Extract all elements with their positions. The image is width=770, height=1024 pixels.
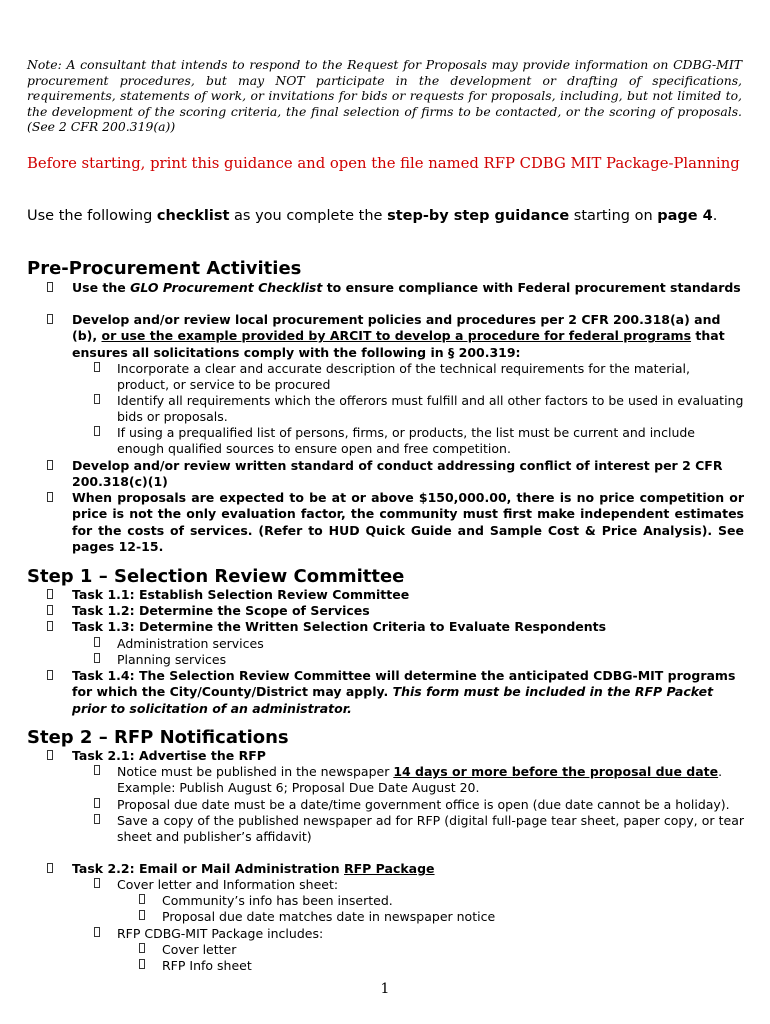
- service-administration: Administration services: [117, 636, 264, 651]
- arcit-procedure-link: or use the example provided by ARCIT to develop a procedure for federal programs: [101, 328, 692, 344]
- step2-heading: Step 2 – RFP Notifications: [27, 727, 289, 748]
- cover-letter-info: Cover letter and Information sheet:: [117, 877, 339, 892]
- checkbox-icon: [47, 861, 57, 873]
- advertise-save-copy: Save a copy of the published newspaper ad for RFP (digital full-page tear sheet, paper copy, or tear sheet and publisher’s affidavit): [117, 813, 744, 845]
- checkbox-icon: [94, 425, 104, 437]
- package-cover-letter: Cover letter: [162, 942, 237, 957]
- checkbox-icon: [47, 458, 57, 470]
- pre-subitem-3: If using a prequalified list of persons, firms, or products, the list must be current and include enough qualified sources to ensure open and free competition.: [117, 425, 695, 457]
- task-2-2: Task 2.2: Email or Mail Administration RFP Package: [72, 861, 435, 876]
- advertise-due-date: Proposal due date must be a date/time government office is open (due date cannot be a holiday).: [117, 797, 730, 812]
- advertise-notice: Notice must be published in the newspaper 14 days or more before the proposal due date. Example: Publish August 6; Proposal Due Date August 20.: [117, 764, 723, 796]
- task-1-4: Task 1.4: The Selection Review Committee will determine the anticipated CDBG-MIT programs for which the City/County/District may apply. This form must be included in the RFP Packet prior to solicitation of an administrator.: [72, 668, 736, 716]
- checkbox-icon: [94, 393, 104, 405]
- checkbox-icon: [139, 893, 149, 905]
- pre-item-3: Develop and/or review written standard of conduct addressing conflict of interest per 2 CFR 200.318(c)(1): [72, 458, 723, 490]
- page-ref-emphasis: page 4: [657, 208, 713, 224]
- checkbox-icon: [94, 764, 104, 776]
- guidance-emphasis: step-by step guidance: [387, 208, 570, 224]
- checkbox-icon: [94, 797, 104, 809]
- task-2-1: Task 2.1: Advertise the RFP: [72, 748, 266, 763]
- checkbox-icon: [47, 668, 57, 680]
- due-date-match: Proposal due date matches date in newspaper notice: [162, 909, 496, 924]
- checkbox-icon: [139, 958, 149, 970]
- pre-procurement-heading: Pre-Procurement Activities: [27, 258, 302, 279]
- checkbox-icon: [94, 813, 104, 825]
- pre-subitem-1: Incorporate a clear and accurate description of the technical requirements for the material, product, or service to be procured: [117, 361, 690, 393]
- checkbox-icon: [94, 877, 104, 889]
- pre-item-4: When proposals are expected to be at or above $150,000.00, there is no price competition or price is not the only evaluation factor, the community must first make independent estimates for the costs of services. (Refer to HUD Quick Guide and Sample Cost & Price Analysis). See pages 12-15.: [72, 490, 744, 554]
- pre-subitem-2: Identify all requirements which the offerors must fulfill and all other factors to be used in evaluating bids or proposals.: [117, 393, 744, 425]
- checkbox-icon: [47, 490, 57, 502]
- checkbox-icon: [47, 280, 57, 292]
- checkbox-icon: [94, 361, 104, 373]
- checkbox-icon: [94, 636, 104, 648]
- task-1-1: Task 1.1: Establish Selection Review Committee: [72, 587, 410, 602]
- community-info: Community’s info has been inserted.: [162, 893, 393, 908]
- page-number: 1: [380, 981, 390, 997]
- package-info-sheet: RFP Info sheet: [162, 958, 252, 973]
- checkbox-icon: [47, 748, 57, 760]
- checkbox-icon: [139, 909, 149, 921]
- task-1-2: Task 1.2: Determine the Scope of Services: [72, 603, 370, 618]
- print-instruction: Before starting, print this guidance and open the file named RFP CDBG MIT Package-Planning: [27, 155, 740, 172]
- pre-item-1: Use the GLO Procurement Checklist to ensure compliance with Federal procurement standards: [72, 280, 741, 295]
- checkbox-icon: [47, 603, 57, 615]
- checkbox-icon: [47, 619, 57, 631]
- service-planning: Planning services: [117, 652, 227, 667]
- checkbox-icon: [94, 926, 104, 938]
- checkbox-icon: [47, 312, 57, 324]
- checkbox-icon: [94, 652, 104, 664]
- task-1-3: Task 1.3: Determine the Written Selection Criteria to Evaluate Respondents: [72, 619, 607, 634]
- package-includes: RFP CDBG-MIT Package includes:: [117, 926, 324, 941]
- consultant-note: Note: A consultant that intends to respond to the Request for Proposals may provide information on CDBG-MIT procurement procedures, but may NOT participate in the development or drafting of specifications, requirements, statements of work, or invitations for bids or requests for proposals, including, but not limited to, the development of the scoring criteria, the final selection of firms to be contacted, or the scoring of proposals. (See 2 CFR 200.319(a)): [27, 57, 742, 135]
- checkbox-icon: [139, 942, 149, 954]
- checklist-emphasis: checklist: [156, 208, 230, 224]
- intro-text: Use the following checklist as you complete the step-by step guidance starting on page 4.: [27, 208, 718, 224]
- pre-item-2: Develop and/or review local procurement policies and procedures per 2 CFR 200.318(a) and (b), or use the example provided by ARCIT to develop a procedure for federal programs that ensures all solicitations comply with the following in § 200.319:: [72, 312, 725, 360]
- checkbox-icon: [47, 587, 57, 599]
- step1-heading: Step 1 – Selection Review Committee: [27, 566, 405, 587]
